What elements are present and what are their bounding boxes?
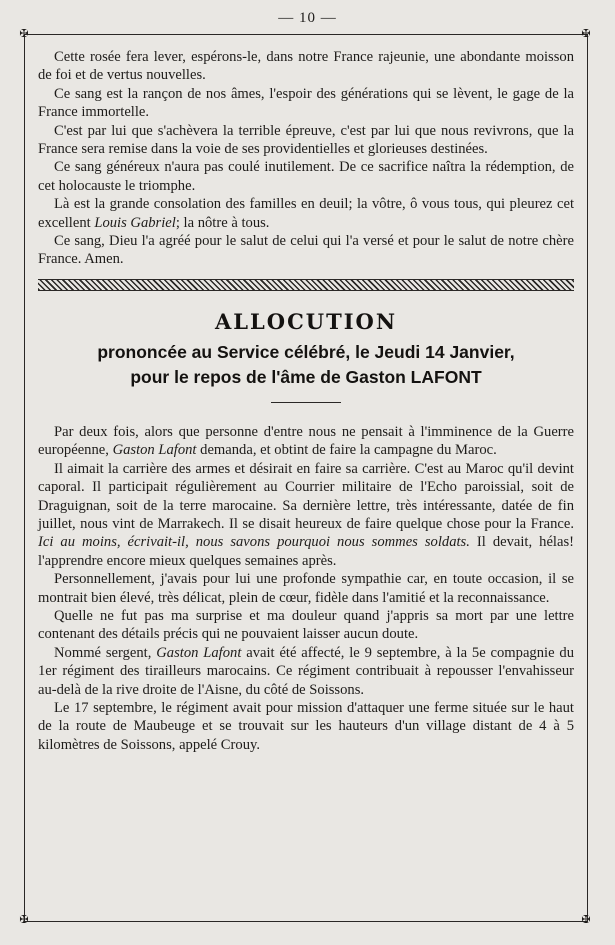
sermon-conclusion	[38, 48, 574, 269]
paragraph: Nommé sergent, Gaston Lafont avait été affecté, le 9 septembre, à la 5e compagnie du 1er régiment des tirailleurs marocains. Ce régiment contribuait à repousser l'envahisseur au-delà de la rive droite de l'Aisne, du côté de Soissons.	[38, 644, 574, 698]
paragraph: Cette rosée fera lever, espérons-le, dans notre France rajeunie, une abondante moisson de foi et de vertus nouvelles.	[38, 49, 574, 84]
paragraph: C'est par lui que s'achèvera la terrible épreuve, c'est par lui que nous revivrons, que la France sera remise dans la voie de ses providentielles et glorieuses destinées.	[38, 122, 574, 158]
corner-ornament-icon: ✠	[19, 28, 29, 40]
section-divider	[38, 279, 574, 291]
name-emphasis: Gaston Lafont	[156, 644, 242, 661]
paragraph: Ce sang généreux n'aura pas coulé inutilement. De ce sacrifice naîtra la rédemption, de cet holocauste le triomphe.	[38, 159, 574, 194]
quote-emphasis: Ici au moins, écrivait-il, nous savons pourquoi nous sommes soldats.	[38, 534, 470, 551]
corner-ornament-icon: ✠	[581, 28, 591, 40]
subheading-line: pour le repos de l'âme de Gaston LAFONT	[130, 366, 482, 387]
allocution-body	[38, 423, 574, 754]
name-emphasis: Gaston Lafont	[112, 442, 197, 459]
corner-ornament-icon: ✠	[19, 914, 29, 926]
corner-ornament-icon: ✠	[581, 914, 591, 926]
paragraph: Quelle ne fut pas ma surprise et ma douleur quand j'appris sa mort par une lettre contenant des détails précis qui ne pouvaient laisser aucun doute.	[38, 607, 574, 643]
paragraph: Ce sang, Dieu l'a agréé pour le salut de celui qui l'a versé et pour le salut de notre chère France. Amen.	[38, 233, 574, 268]
short-rule	[271, 402, 341, 403]
name-emphasis: Louis Gabriel	[94, 214, 176, 231]
paragraph: Personnellement, j'avais pour lui une profonde sympathie car, en toute occasion, il se montrait bien élevé, très délicat, plein de cœur, fidèle dans l'amitié et la reconnaissance.	[38, 571, 574, 606]
page-content	[38, 48, 574, 754]
page-number: — 10 —	[278, 10, 337, 26]
paragraph: Ce sang est la rançon de nos âmes, l'espoir des générations qui se lèvent, le gage de la France immortelle.	[38, 85, 574, 121]
section-heading: ALLOCUTION	[214, 308, 398, 334]
paragraph: Il aimait la carrière des armes et désirait en faire sa carrière. C'est au Maroc qu'il devint caporal. Il participait régulièrement au Courrier militaire de l'Echo paroissial, soit de Draguignan, soit de la terre marocaine. Sa dernière lettre, très intéressante, datée de fin juillet, nous vint de Marrakech. Il se disait heureux de faire quelque chose pour la France. Ici au moins, écrivait-il, nous savons pourquoi nous sommes soldats. Il devait, hélas! l'apprendre encore mieux quelques semaines après.	[38, 460, 574, 569]
subheading-line: prononcée au Service célébré, le Jeudi 14 Janvier,	[97, 341, 515, 362]
paragraph: Le 17 septembre, le régiment avait pour mission d'attaquer une ferme située sur le haut de la route de Maubeuge et se trouvait sur les hauteurs d'un village distant de 4 à 5 kilomètres de Soissons, appelé Crouy.	[38, 699, 574, 753]
paragraph: Là est la grande consolation des familles en deuil; la vôtre, ô vous tous, qui pleurez cet excellent Louis Gabriel; la nôtre à tous.	[38, 196, 574, 231]
section-subheading	[38, 340, 574, 390]
paragraph: Par deux fois, alors que personne d'entre nous ne pensait à l'imminence de la Guerre européenne, Gaston Lafont demanda, et obtint de faire la campagne du Maroc.	[38, 423, 574, 459]
